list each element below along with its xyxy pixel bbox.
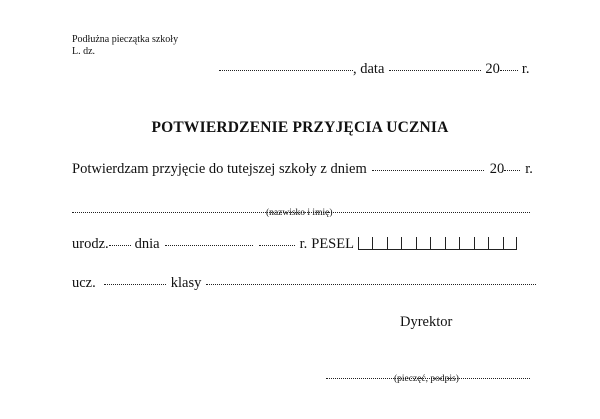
date-field[interactable] [389, 70, 481, 71]
director-label: Dyrektor [400, 314, 453, 330]
date-line [219, 61, 530, 78]
date-label: , data [353, 61, 385, 77]
student-number-field[interactable] [104, 284, 166, 285]
pesel-digit-box[interactable] [445, 237, 460, 249]
confirm-year-suffix: r. [525, 161, 533, 177]
class-field[interactable] [206, 284, 536, 285]
confirm-year-field[interactable] [504, 170, 520, 171]
birth-year-suffix: r. [299, 236, 308, 252]
day-label: dnia [134, 236, 160, 252]
pesel-digit-box[interactable] [474, 237, 489, 249]
signature-caption: (pieczęć, podpis) [394, 374, 459, 384]
pesel-label: PESEL [311, 236, 354, 252]
pesel-digit-box[interactable] [488, 237, 503, 249]
pesel-digit-box[interactable] [387, 237, 402, 249]
admission-date-field[interactable] [372, 170, 484, 171]
confirmation-line [72, 161, 533, 178]
birth-line [72, 236, 517, 253]
pesel-digit-box[interactable] [503, 237, 518, 249]
year-prefix: 20 [485, 61, 500, 77]
place-field[interactable] [219, 70, 353, 71]
pesel-digit-box[interactable] [372, 237, 387, 249]
name-caption: (nazwisko i imię) [266, 208, 333, 218]
pesel-digit-box[interactable] [401, 237, 416, 249]
year-field[interactable] [500, 70, 518, 71]
birth-year-field[interactable] [259, 245, 295, 246]
year-suffix: r. [521, 61, 530, 77]
school-stamp-label: Podłużna pieczątka szkoły [72, 34, 179, 45]
class-line [72, 275, 536, 292]
student-label: ucz. [72, 275, 96, 291]
reference-number-label: L. dz. [72, 46, 96, 57]
pesel-digit-box[interactable] [430, 237, 445, 249]
confirmation-text: Potwierdzam przyjęcie do tutejszej szkoły z dniem [72, 161, 367, 177]
pesel-digit-box[interactable] [459, 237, 474, 249]
birth-date-field[interactable] [165, 245, 253, 246]
pesel-digit-box[interactable] [416, 237, 431, 249]
confirm-year-prefix: 20 [489, 161, 505, 177]
birth-place-field[interactable] [109, 245, 131, 246]
document-title: POTWIERDZENIE PRZYJĘCIA UCZNIA [151, 119, 449, 136]
class-label: klasy [170, 275, 202, 291]
pesel-digit-box[interactable] [358, 237, 373, 249]
born-label: urodz. [72, 236, 109, 252]
pesel-boxes[interactable] [358, 237, 518, 250]
